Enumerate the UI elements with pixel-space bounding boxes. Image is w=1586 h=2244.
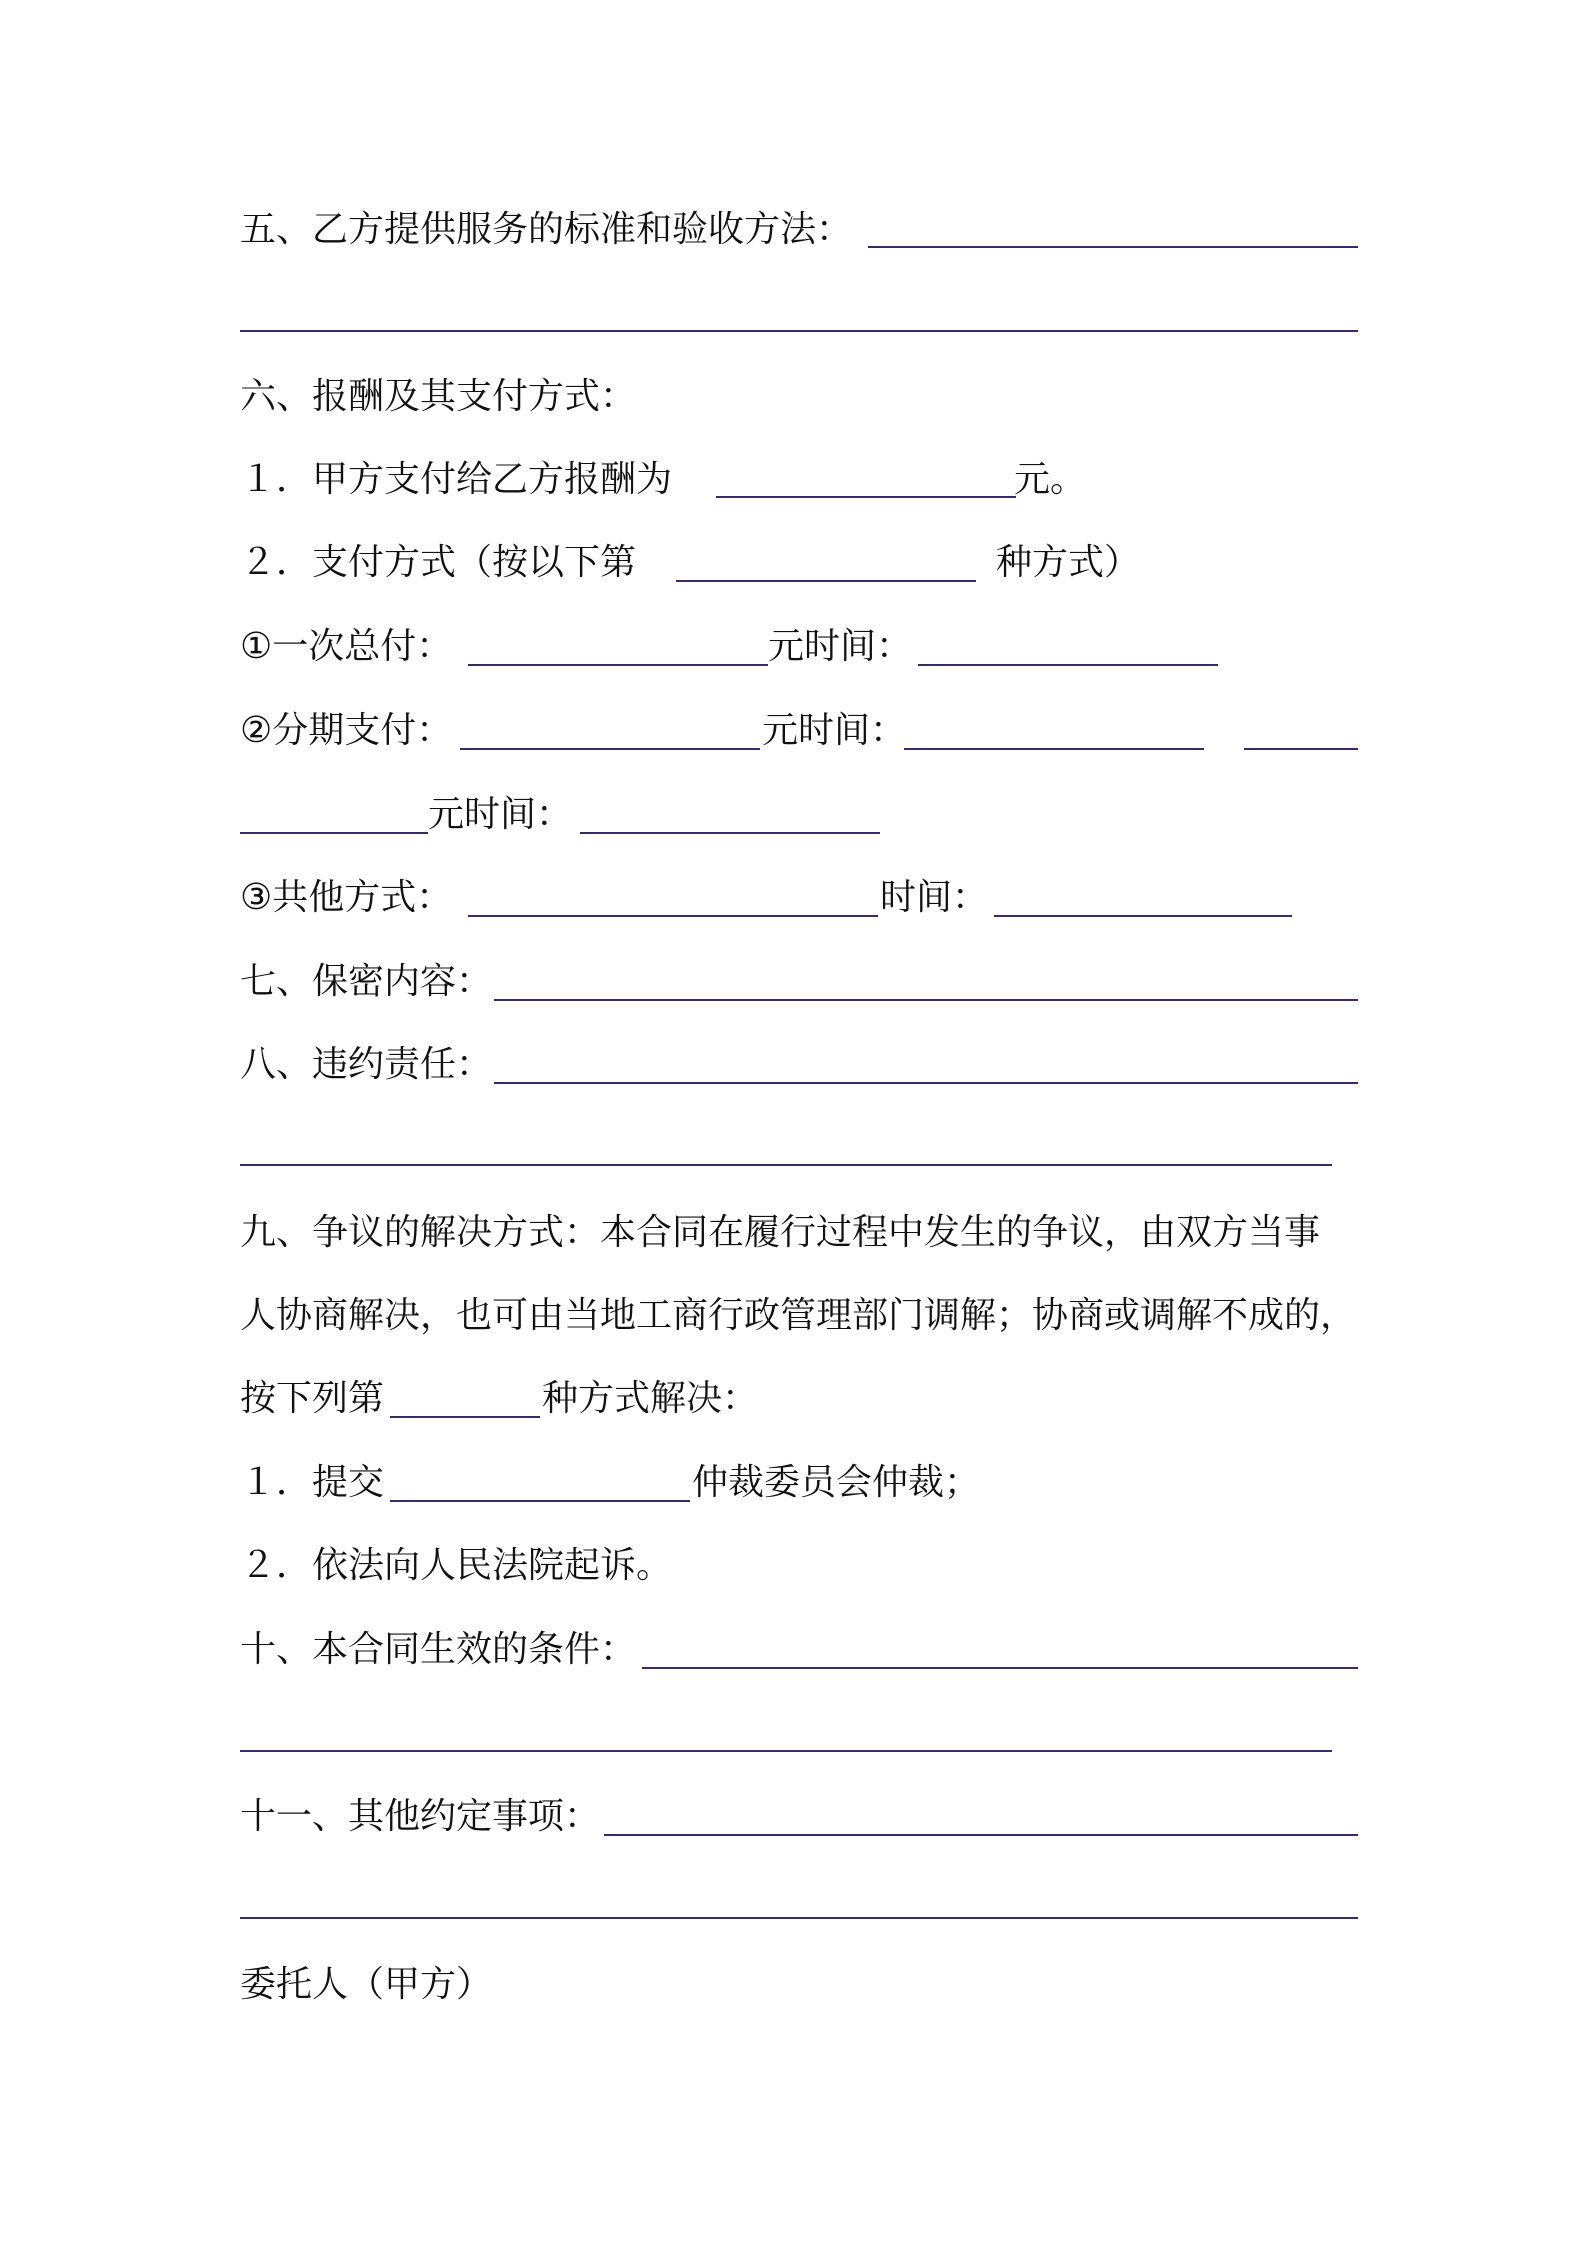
option3-label: ③共他方式： xyxy=(240,877,453,918)
option3-method-blank[interactable] xyxy=(468,915,878,917)
dispute-method-choice-blank[interactable] xyxy=(390,1416,540,1418)
option1-amount-blank[interactable] xyxy=(468,664,768,666)
clause8-blank-line2[interactable] xyxy=(240,1164,1332,1166)
option2-yuan-time-2: 元时间： xyxy=(428,794,573,835)
option3-time-blank[interactable] xyxy=(994,915,1292,917)
clause9-line3-prefix: 按下列第 xyxy=(240,1378,385,1419)
arbitration-commission-blank[interactable] xyxy=(390,1500,690,1502)
clause9-item1-prefix: １．提交 xyxy=(240,1462,385,1503)
clause9-line1: 九、争议的解决方式：本合同在履行过程中发生的争议，由双方当事 xyxy=(240,1212,1321,1253)
option2-amount-blank[interactable] xyxy=(460,748,760,750)
clause11-blank-line2[interactable] xyxy=(240,1917,1358,1919)
clause6-item1-text: １．甲方支付给乙方报酬为 xyxy=(240,459,673,500)
clause7-blank[interactable] xyxy=(494,999,1358,1001)
clause9-line3-suffix: 种方式解决： xyxy=(542,1378,759,1419)
option1-label: ①一次总付： xyxy=(240,626,453,667)
clause10-blank-line2[interactable] xyxy=(240,1750,1332,1752)
client-signature-label: 委托人（甲方） xyxy=(240,1964,493,2005)
clause6-label: 六、报酬及其支付方式： xyxy=(240,376,637,417)
option2-label: ②分期支付： xyxy=(240,710,453,751)
clause5-blank[interactable] xyxy=(868,246,1358,248)
clause8-label: 八、违约责任： xyxy=(240,1044,493,1085)
clause9-item1-suffix: 仲裁委员会仲裁； xyxy=(692,1462,981,1503)
clause9-item2: ２．依法向人民法院起诉。 xyxy=(240,1545,673,1586)
option2-time-blank[interactable] xyxy=(904,748,1204,750)
option1-yuan-time: 元时间： xyxy=(768,626,913,667)
option2-yuan-time: 元时间： xyxy=(762,710,907,751)
clause10-label: 十、本合同生效的条件： xyxy=(240,1629,637,1670)
clause10-blank[interactable] xyxy=(642,1667,1358,1669)
option2-amount-blank-2a[interactable] xyxy=(1244,748,1358,750)
clause11-label: 十一、其他约定事项： xyxy=(240,1796,601,1837)
clause11-blank[interactable] xyxy=(604,1834,1358,1836)
option3-time: 时间： xyxy=(880,877,989,918)
clause6-item2-suffix: 种方式） xyxy=(996,542,1141,583)
clause5-label: 五、乙方提供服务的标准和验收方法： xyxy=(240,209,853,250)
clause8-blank[interactable] xyxy=(494,1082,1358,1084)
option1-time-blank[interactable] xyxy=(918,664,1218,666)
clause7-label: 七、保密内容： xyxy=(240,961,493,1002)
option2-amount-blank-2b[interactable] xyxy=(240,832,428,834)
option2-time-blank-2[interactable] xyxy=(580,832,880,834)
payment-method-choice-blank[interactable] xyxy=(676,580,976,582)
clause6-item1-unit: 元。 xyxy=(1014,459,1087,500)
clause9-line2: 人协商解决，也可由当地工商行政管理部门调解；协商或调解不成的， xyxy=(240,1295,1357,1336)
clause5-blank-line2[interactable] xyxy=(240,330,1358,332)
clause6-item2-text: ２．支付方式（按以下第 xyxy=(240,542,637,583)
payment-amount-blank[interactable] xyxy=(716,496,1016,498)
